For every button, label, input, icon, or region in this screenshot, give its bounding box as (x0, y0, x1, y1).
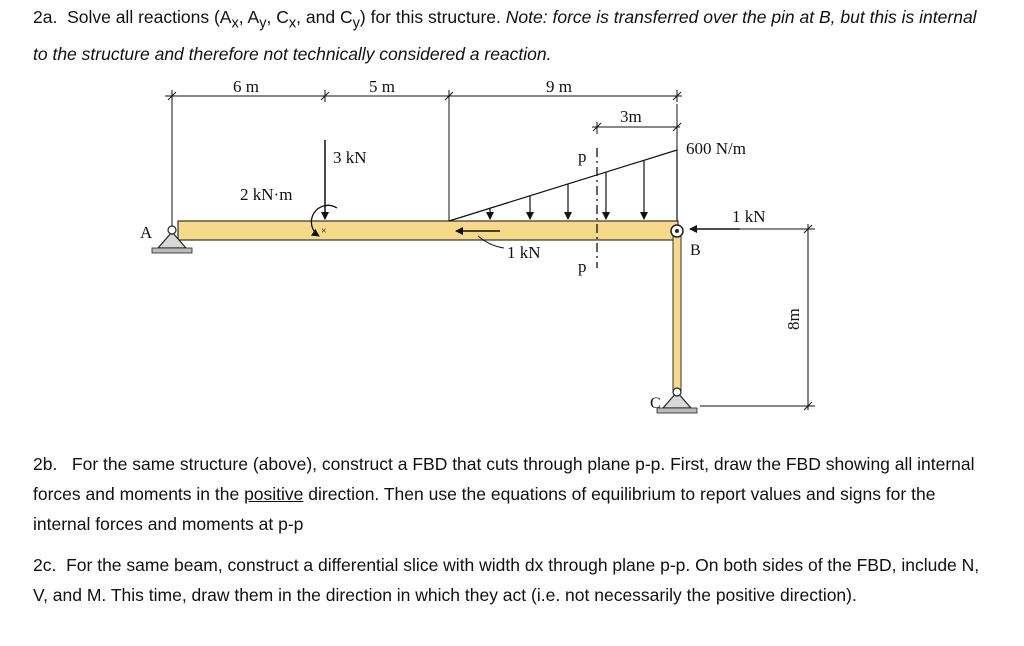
top-dimension-line (165, 90, 682, 228)
question-2c-text: For the same beam, construct a differential slice with width dx through plane p-p. On both sides of the FBD, include N, V, and M. This time, draw them in the direction in which they act (i.e. not necessarily the positive direction). (33, 555, 980, 605)
question-2a-sub-4: y (352, 15, 360, 32)
dimension-5m-label: 5 m (369, 77, 395, 96)
question-2a-text-4: , and C (296, 7, 353, 27)
question-2a-sub-1: x (231, 15, 239, 32)
question-2b-text-2: direction. Then use the equations of equilibrium to report values and signs for the internal forces and moments at p-p (33, 484, 936, 534)
question-2a-text-2: , A (238, 7, 260, 27)
label-a: A (140, 223, 153, 242)
question-2c-label: 2c. (33, 555, 57, 575)
label-p-bottom: p (578, 257, 587, 276)
load-1kn-axial-label: 1 kN (507, 243, 541, 262)
question-2a-note: Note: force is transferred over the pin at B, but this is internal to the structure and therefore not technically considered a reaction. (33, 7, 977, 64)
question-2a-text-3: , C (266, 7, 289, 27)
moment-2knm-label: 2 kN·m (240, 185, 293, 204)
label-p-top: p (578, 147, 587, 166)
question-2b-text-1: For the same structure (above), construct a FBD that cuts through plane p-p. First, draw the FBD showing all internal forces and moments in the (33, 454, 975, 504)
load-3kn-label: 3 kN (333, 148, 367, 167)
column (673, 232, 681, 392)
question-2b-underlined: positive (244, 484, 304, 504)
question-2c (33, 550, 994, 610)
question-2a-sub-2: y (259, 15, 267, 32)
load-1kn-right-label: 1 kN (732, 207, 766, 226)
question-2a-text-1: Solve all reactions (A (67, 7, 232, 27)
dimension-6m-label: 6 m (233, 77, 259, 96)
distributed-load (449, 150, 677, 221)
pin-b-center (675, 229, 679, 233)
dimension-9m-label: 9 m (546, 77, 572, 96)
question-2a-sub-3: x (288, 15, 297, 32)
dimension-8m-label: 8m (784, 308, 803, 330)
label-c: C (650, 395, 661, 412)
beam (178, 221, 678, 240)
question-2a-text-5: ) for this structure. (359, 7, 501, 27)
question-2b (33, 449, 994, 539)
question-2a-label: 2a. (33, 7, 58, 27)
moment-center-mark: × (321, 226, 327, 237)
label-b: B (690, 242, 701, 259)
distributed-load-label: 600 N/m (686, 139, 746, 158)
dimension-3m-label: 3m (620, 107, 642, 126)
support-c (657, 388, 697, 413)
question-2b-label: 2b. (33, 454, 58, 474)
